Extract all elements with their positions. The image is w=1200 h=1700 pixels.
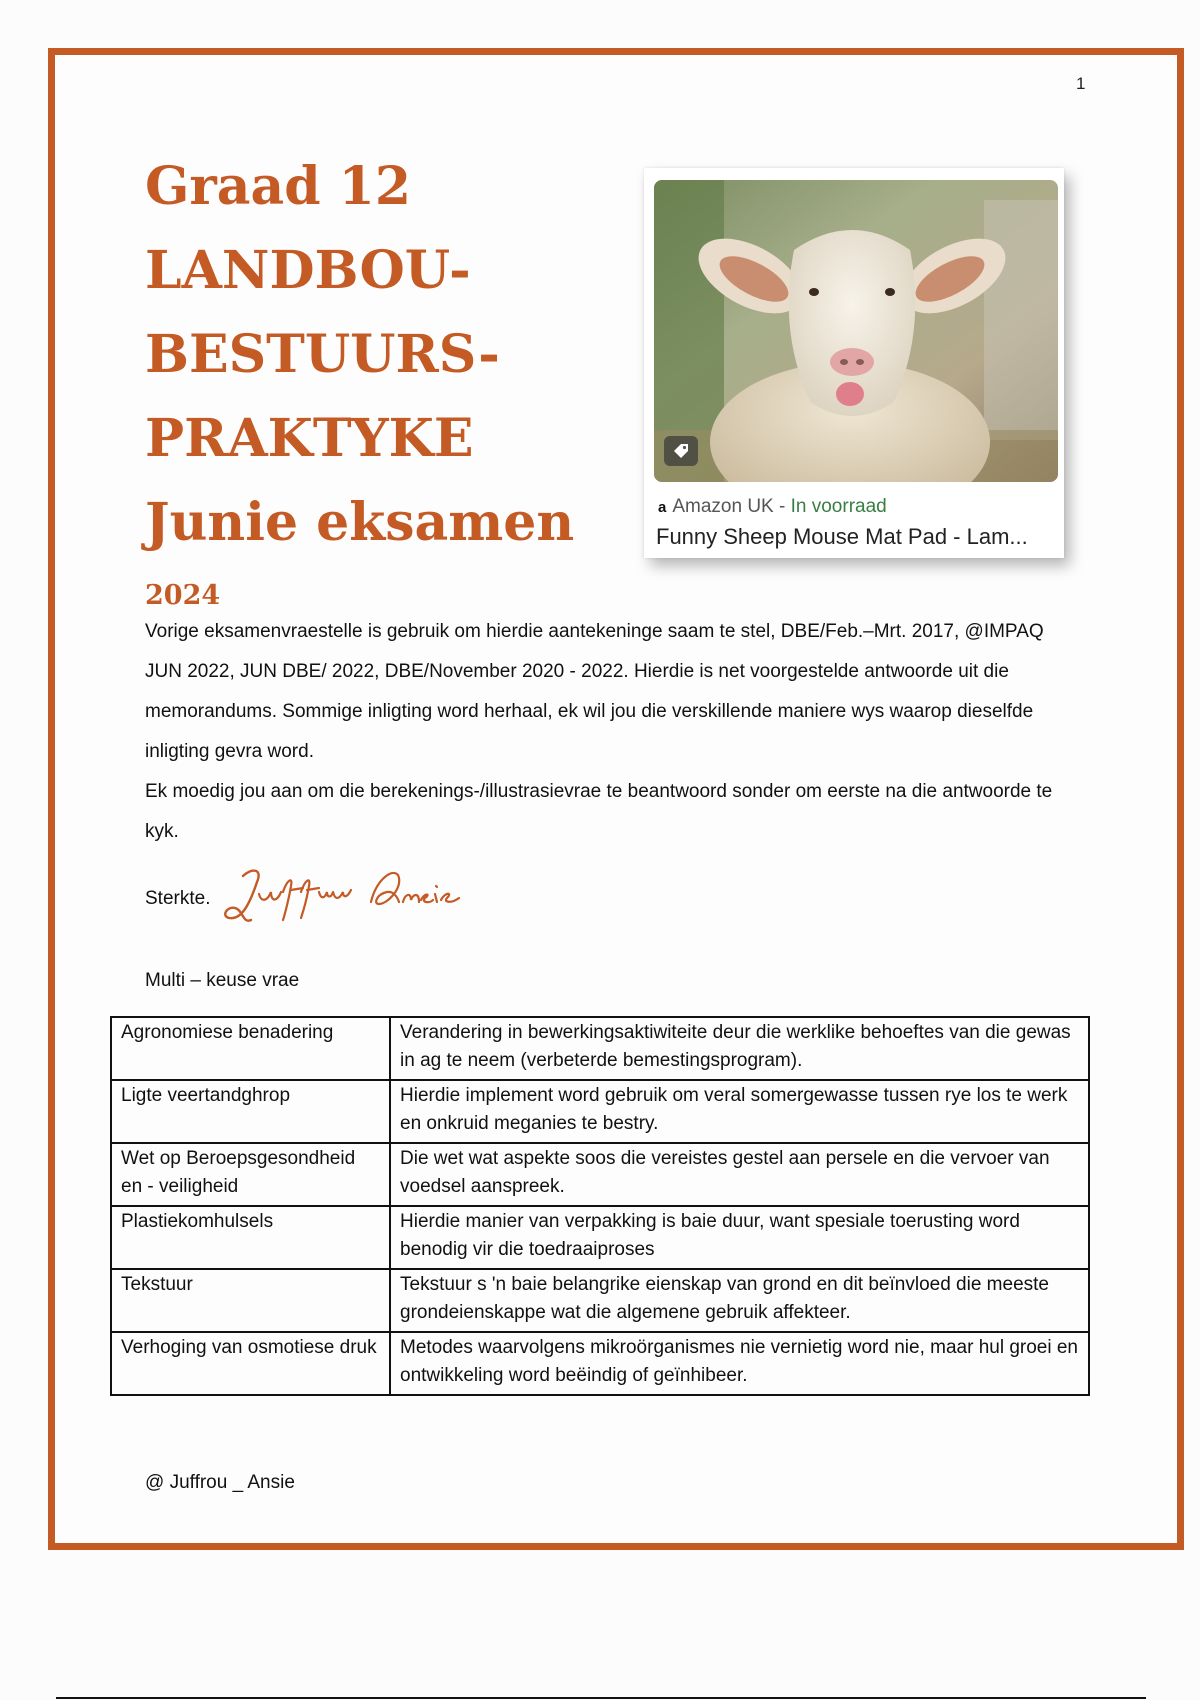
product-source xyxy=(658,496,887,518)
term-cell: Agronomiese benadering xyxy=(111,1017,390,1080)
intro-paragraph-1: Vorige eksamenvraestelle is gebruik om hierdie aantekeninge saam te stel, DBE/Feb.–Mrt. 2017, @IMPAQ JUN 2022, JUN DBE/ 2022, DBE/November 2020 - 2022. Hierdie is net voorgestelde antwoorde uit die memorandums. Sommige inligting word herhaal, ek wil jou die verskillende maniere wys waarop dieselfde inligting gevra word. xyxy=(145,621,1044,762)
title-subject-line-1: LANDBOU- xyxy=(145,240,471,301)
table-row xyxy=(111,1017,1089,1080)
term-cell: Verhoging van osmotiese druk xyxy=(111,1332,390,1395)
signoff-label: Sterkte. xyxy=(145,888,211,909)
source-name: Amazon UK xyxy=(672,496,774,517)
section-heading: Multi – keuse vrae xyxy=(145,970,300,991)
title-exam: Junie eksamen xyxy=(145,492,575,553)
table-row xyxy=(111,1143,1089,1206)
intro-text xyxy=(145,612,1075,852)
table-row xyxy=(111,1206,1089,1269)
table-row xyxy=(111,1332,1089,1395)
terms-table xyxy=(110,1016,1090,1396)
sheep-illustration xyxy=(654,180,1058,482)
definition-cell: Metodes waarvolgens mikroörganismes nie vernietig word nie, maar hul groei en ontwikkeling word beëindig of geïnhibeer. xyxy=(390,1332,1089,1395)
term-cell: Wet op Beroepsgesondheid en - veiligheid xyxy=(111,1143,390,1206)
definition-cell: Hierdie implement word gebruik om veral somergewasse tussen rye los te werk en onkruid meganies te bestry. xyxy=(390,1080,1089,1143)
definition-cell: Verandering in bewerkingsaktiwiteite deur die werklike behoeftes van die gewas in ag te neem (verbeterde bemestingsprogram). xyxy=(390,1017,1089,1080)
definition-cell: Tekstuur s 'n baie belangrike eienskap van grond en dit beïnvloed die meeste grondeienskappe wat die algemene gebruik affekteer. xyxy=(390,1269,1089,1332)
sheep-photo[interactable] xyxy=(654,180,1058,482)
price-tag-icon[interactable] xyxy=(664,436,698,466)
table-row xyxy=(111,1080,1089,1143)
product-card[interactable] xyxy=(644,168,1064,558)
term-cell: Tekstuur xyxy=(111,1269,390,1332)
signature-image xyxy=(221,862,461,932)
title-year: 2024 xyxy=(145,580,221,611)
title-subject-line-2: BESTUURS- xyxy=(145,324,500,385)
footer-handle: @ Juffrou _ Ansie xyxy=(145,1472,295,1493)
term-cell: Ligte veertandghrop xyxy=(111,1080,390,1143)
term-cell: Plastiekomhulsels xyxy=(111,1206,390,1269)
title-grade: Graad 12 xyxy=(145,156,412,217)
intro-paragraph-2: Ek moedig jou aan om die berekenings-/illustrasievrae te beantwoord sonder om eerste na die antwoorde te kyk. xyxy=(145,781,1053,842)
page-divider xyxy=(56,1697,1146,1699)
table-row xyxy=(111,1269,1089,1332)
title-block xyxy=(145,145,574,613)
definition-cell: Die wet wat aspekte soos die vereistes gestel aan persele en die vervoer van voedsel aanspreek. xyxy=(390,1143,1089,1206)
product-title[interactable]: Funny Sheep Mouse Mat Pad - Lam... xyxy=(656,524,1028,549)
definition-cell: Hierdie manier van verpakking is baie duur, want spesiale toerusting word benodig vir die toedraaiproses xyxy=(390,1206,1089,1269)
title-subject-line-3: PRAKTYKE xyxy=(145,408,474,469)
page-number: 1 xyxy=(1076,74,1086,93)
source-separator: - xyxy=(773,496,791,517)
stock-status: In voorraad xyxy=(790,496,887,517)
amazon-logo: a xyxy=(658,499,667,516)
